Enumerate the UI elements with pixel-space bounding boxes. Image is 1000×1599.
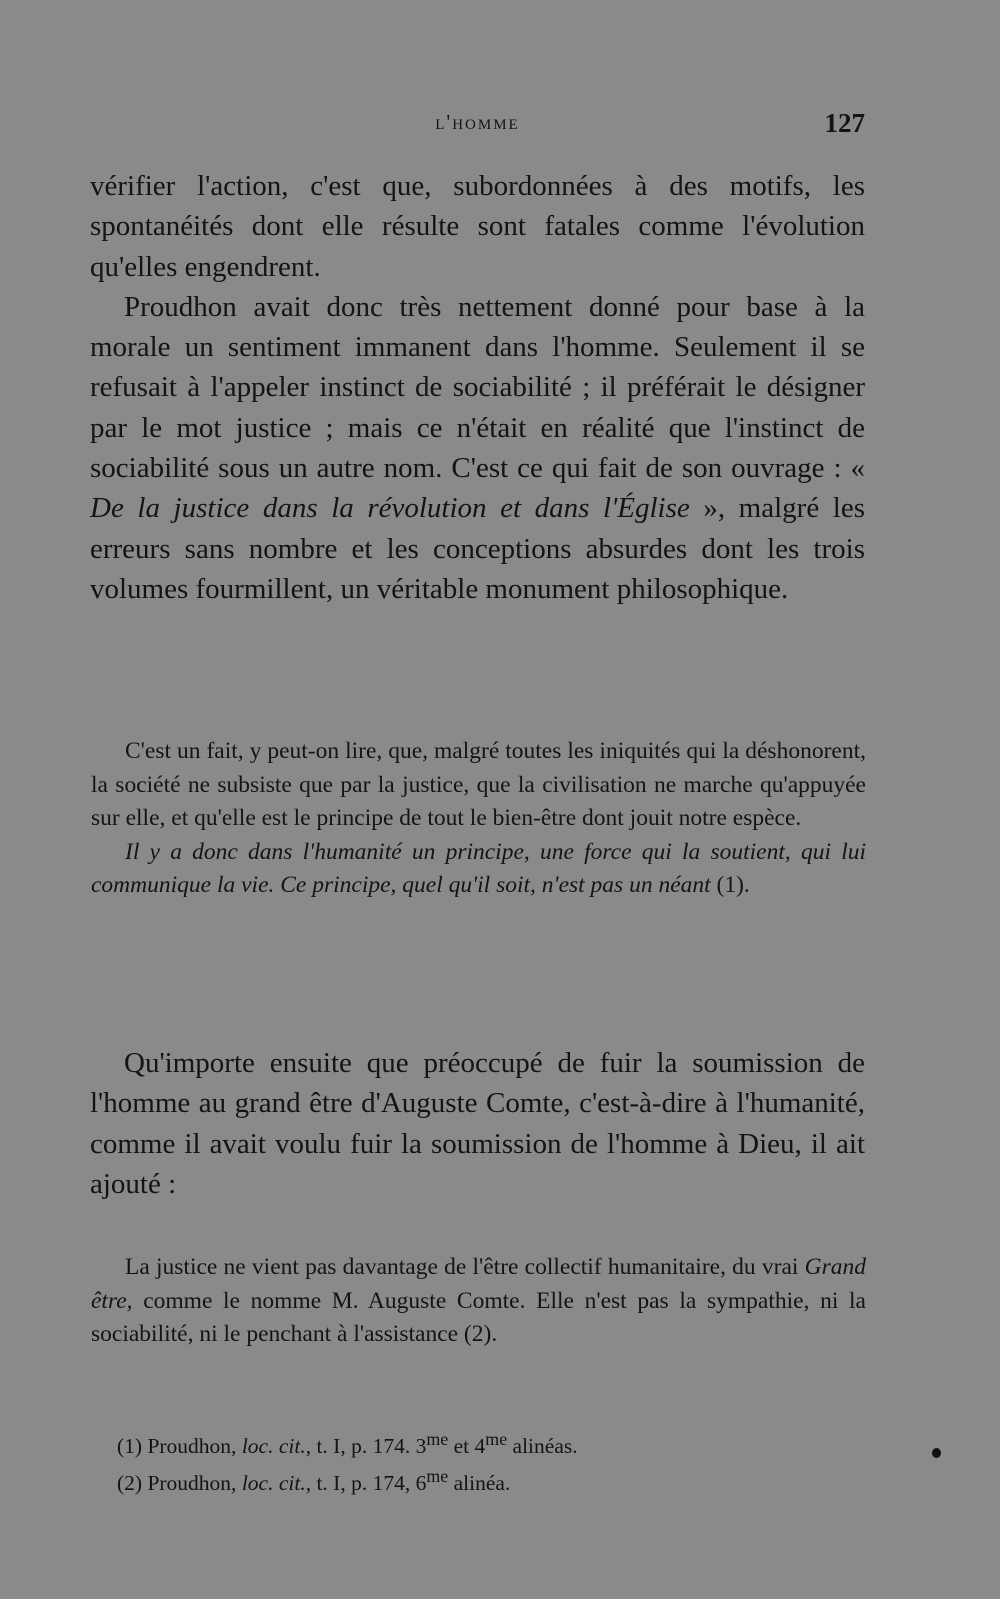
page-header [90,108,865,140]
footnote-1-sup-2: me [485,1429,508,1449]
footnote-2-loc-cit: loc. cit. [241,1471,306,1496]
body-block-middle [90,1043,865,1204]
paragraph-2 [90,287,865,609]
body-block-top [90,166,865,609]
quote-1-italic: Il y a donc dans l'humanité un principe, une force qui la soutient, qui lui communique la vie. Ce principe, quel qu'il soit, n'est pas un néant [91,838,866,898]
footnote-1-marker: (1) Proudhon, [117,1434,242,1459]
page-number: 127 [824,108,865,138]
footnote-1-loc-cit: loc. cit. [241,1434,306,1459]
work-title: De la justice dans la révolution et dans l'Église [90,492,690,525]
paragraph-2-tail: », malgré les erreurs sans nombre et les conceptions absurdes dont les trois volumes fourmillent, un véritable monument philosophique. [90,492,866,605]
paragraph-1: vérifier l'action, c'est que, subordonnées à des motifs, les spontanéités dont elle résulte sont fatales comme l'évolution qu'elles engendrent. [90,170,865,283]
footnote-2-marker: (2) Proudhon, [117,1471,242,1496]
quote-1-text: C'est un fait, y peut-on lire, que, malgré toutes les iniquités qui la déshonorent, la société ne subsiste que par la justice, que la civilisation ne marche qu'appuyée sur elle, et qu'elle est le principe de tout le bien-être dont jouit notre espèce. [91,738,866,831]
ink-speck [932,1448,941,1458]
footnote-1 [117,1424,837,1461]
footnote-1-text: , t. I, p. 174. [305,1434,416,1459]
footnote-1-ordinal: 3 [415,1434,427,1459]
quote-2-tail: , comme le nomme M. Auguste Comte. Elle n'est pas la sympathie, ni la sociabilité, ni le penchant à l'assistance (2). [91,1287,866,1347]
paragraph-3: Qu'importe ensuite que préoccupé de fuir la soumission de l'homme au grand être d'Auguste Comte, c'est-à-dire à l'humanité, comme il avait voulu fuir la soumission de l'homme à Dieu, il ait ajouté : [90,1047,865,1200]
block-quote-1 [91,735,866,903]
footnote-1-mid: et 4 [448,1434,486,1459]
footnotes [117,1424,837,1498]
block-quote-2 [91,1251,866,1352]
footnote-1-sup-1: me [426,1429,449,1449]
footnote-2-sup: me [426,1466,449,1487]
quote-2-lead: La justice ne vient pas davantage de l'être collectif humanitaire, du vrai [125,1254,805,1280]
footnote-2 [117,1461,837,1498]
footnote-1-end: alinéas. [507,1434,578,1459]
quote-2-paragraph [91,1251,866,1352]
footnote-2-text: , t. I, p. 174, 6 [305,1471,427,1496]
quote-2-italic: Grand être [91,1254,866,1314]
footnote-2-end: alinéa. [448,1471,511,1496]
running-head: l'homme [435,110,520,134]
footnote-ref-1: (1). [710,872,750,898]
quote-1-italic-paragraph [91,836,866,903]
paragraph-2-lead: Proudhon avait donc très nettement donné pour base à la morale un sentiment immanent dans l'homme. Seulement il se refusait à l'appeler instinct de sociabilité ; il préférait le désigner par le mot justice ; mais ce n'était en réalité que l'instinct de sociabilité sous un autre nom. C'est ce qui fait de son ouvrage : « [90,290,865,485]
